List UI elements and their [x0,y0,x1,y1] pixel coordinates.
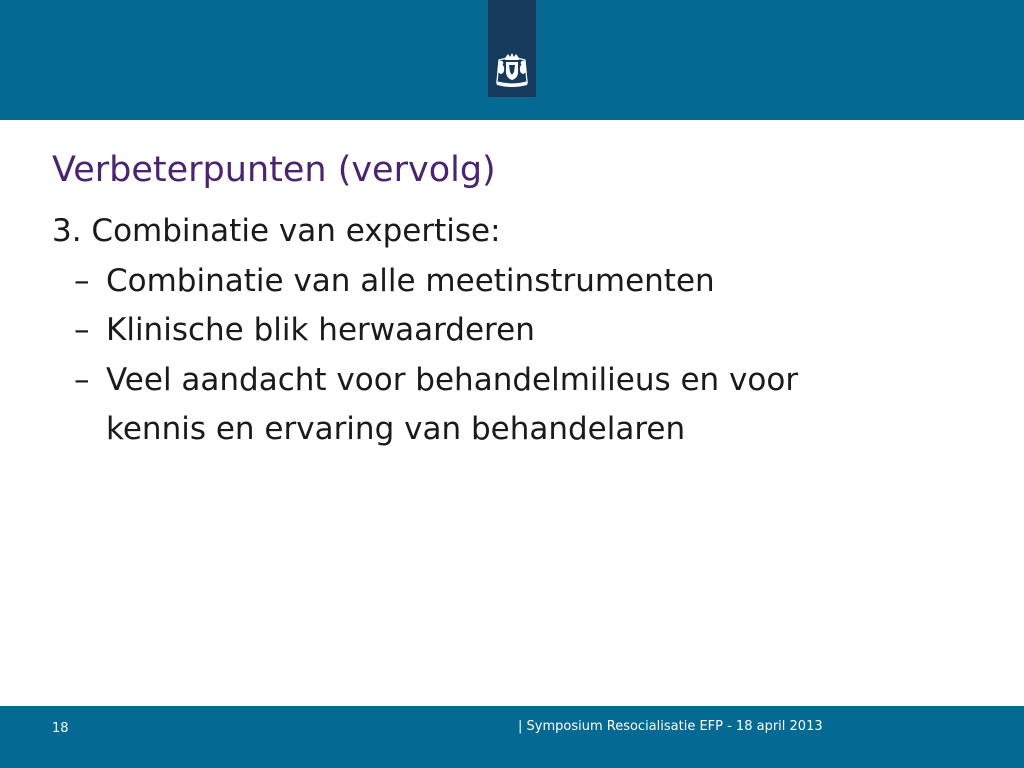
coat-of-arms-icon [490,52,534,88]
bullet-item [52,306,952,356]
slide-body [52,207,952,455]
bullet-dash: – [74,312,90,348]
page-number: 18 [52,721,69,736]
bullet-continuation: kennis en ervaring van behandelaren [106,411,686,447]
bullet-item [52,257,952,307]
bullet-text: Combinatie van alle meetinstrumenten [106,262,715,299]
bullet-item [52,356,952,406]
bullet-dash: – [74,361,90,398]
footer-text: | Symposium Resocialisatie EFP - 18 april 2013 [518,719,823,734]
bullet-text: Klinische blik herwaarderen [106,312,535,348]
slide-title: Verbeterpunten (vervolg) [52,150,496,190]
body-heading: 3. Combinatie van expertise: [52,213,501,249]
logo-box [488,0,536,97]
bullet-dash: – [74,262,90,299]
bullet-text: Veel aandacht voor behandelmilieus en voor [106,361,799,398]
header-band [0,0,1024,120]
footer-band [0,706,1024,768]
